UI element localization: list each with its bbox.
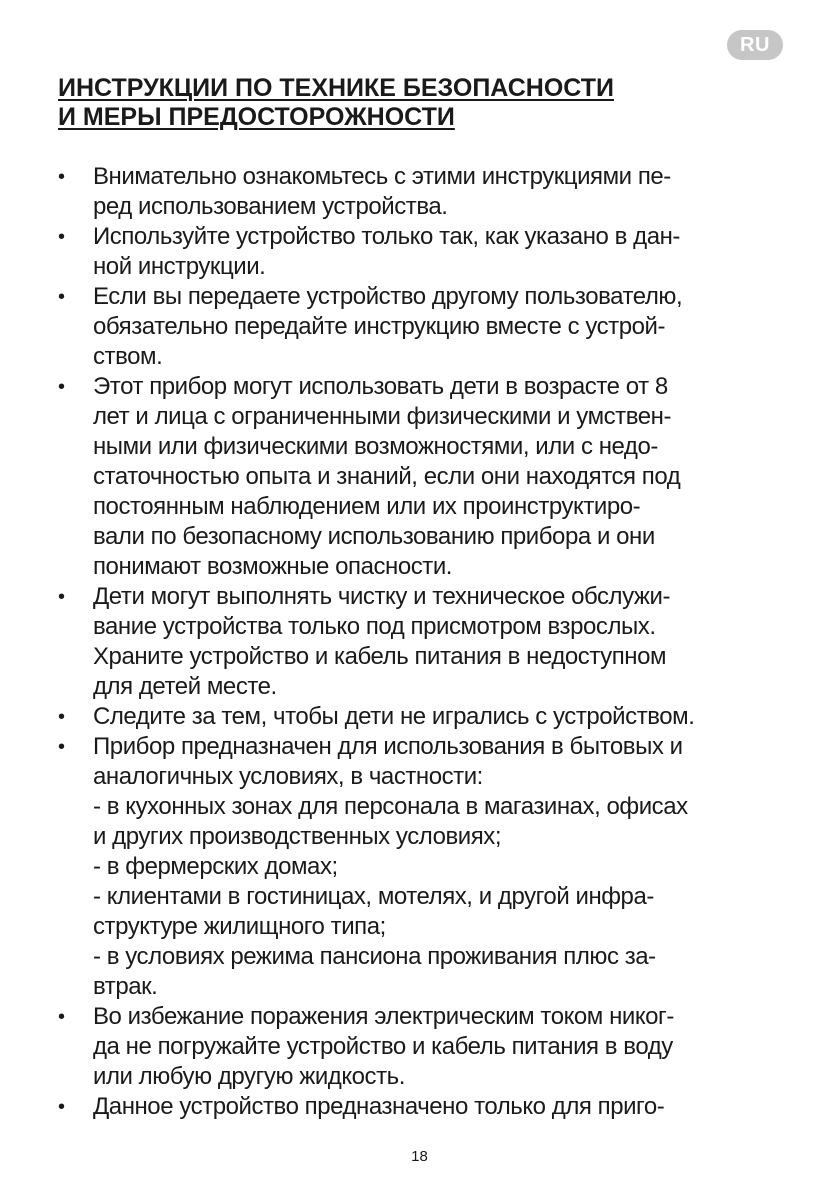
- item-text-line: лет и лица с ограниченными физическими и умствен-: [93, 403, 671, 430]
- item-text-line: Используйте устройство только так, как указано в дан-: [93, 223, 680, 250]
- list-item: [58, 732, 783, 1002]
- item-text-line: понимают возможные опасности.: [93, 553, 453, 580]
- item-text-line: да не погружайте устройство и кабель питания в воду: [93, 1033, 673, 1060]
- bullet-icon: •: [58, 226, 66, 248]
- list-item: [58, 1092, 783, 1122]
- item-text-line: Этот прибор могут использовать дети в возрасте от 8: [93, 373, 668, 400]
- bullet-icon: •: [58, 1006, 66, 1028]
- bullet-icon: •: [58, 586, 66, 608]
- sub-item: [93, 882, 783, 942]
- item-text-line: Следите за тем, чтобы дети не игрались с устройством.: [93, 703, 695, 730]
- bullet-icon: •: [58, 736, 66, 758]
- bullet-icon: •: [58, 166, 66, 188]
- list-item: [58, 162, 783, 222]
- item-text-line: ством.: [93, 343, 163, 370]
- title-line: ИНСТРУКЦИИ ПО ТЕХНИКЕ БЕЗОПАСНОСТИ: [58, 74, 614, 102]
- sub-item-text-line: - клиентами в гостиницах, мотелях, и другой инфра-: [93, 883, 654, 910]
- item-text-line: Во избежание поражения электрическим током никог-: [93, 1003, 674, 1030]
- item-text-line: или любую другую жидкость.: [93, 1063, 405, 1090]
- page-number: 18: [411, 1148, 428, 1165]
- sub-item: [93, 852, 783, 882]
- item-text-line: вание устройства только под присмотром взрослых.: [93, 613, 656, 640]
- bullet-icon: •: [58, 286, 66, 308]
- list-item: [58, 282, 783, 372]
- item-text-line: Храните устройство и кабель питания в недоступном: [93, 643, 667, 670]
- title-line: И МЕРЫ ПРЕДОСТОРОЖНОСТИ: [58, 103, 455, 131]
- bullet-icon: •: [58, 1096, 66, 1118]
- item-text-line: для детей месте.: [93, 673, 277, 700]
- bullet-icon: •: [58, 706, 66, 728]
- list-item: [58, 1002, 783, 1092]
- sub-item-text-line: и других производственных условиях;: [93, 823, 502, 850]
- item-text-line: Прибор предназначен для использования в бытовых и: [93, 733, 683, 760]
- item-text-line: Внимательно ознакомьтесь с этими инструкциями пе-: [93, 163, 671, 190]
- item-text-line: вали по безопасному использованию прибора и они: [93, 523, 655, 550]
- list-item: [58, 582, 783, 702]
- list-item: [58, 372, 783, 582]
- sub-item-text-line: структуре жилищного типа;: [93, 913, 386, 940]
- sub-item-text-line: втрак.: [93, 973, 158, 1000]
- item-text-line: Если вы передаете устройство другому пользователю,: [93, 283, 683, 310]
- item-text-line: ред использованием устройства.: [93, 193, 448, 220]
- item-text-line: статочностью опыта и знаний, если они находятся под: [93, 463, 681, 490]
- item-text-line: Дети могут выполнять чистку и техническое обслужи-: [93, 583, 671, 610]
- item-text-line: Данное устройство предназначено только для приго-: [93, 1093, 665, 1120]
- item-text-line: постоянным наблюдением или их проинструктиро-: [93, 493, 641, 520]
- bullet-icon: •: [58, 376, 66, 398]
- sub-item: [93, 942, 783, 1002]
- sub-item-text-line: - в фермерских домах;: [93, 853, 338, 880]
- item-text-line: аналогичных условиях, в частности:: [93, 763, 483, 790]
- list-item: [58, 702, 783, 732]
- sub-item-text-line: - в условиях режима пансиона проживания плюс за-: [93, 943, 656, 970]
- item-text-line: обязательно передайте инструкцию вместе с устрой-: [93, 313, 665, 340]
- sub-item-text-line: - в кухонных зонах для персонала в магазинах, офисах: [93, 793, 688, 820]
- page-title: [58, 74, 778, 132]
- instructions-list: [58, 162, 783, 1122]
- language-badge: RU: [727, 30, 783, 60]
- list-item: [58, 222, 783, 282]
- item-text-line: ной инструкции.: [93, 253, 266, 280]
- item-text-line: ными или физическими возможностями, или с недо-: [93, 433, 658, 460]
- sub-item: [93, 792, 783, 852]
